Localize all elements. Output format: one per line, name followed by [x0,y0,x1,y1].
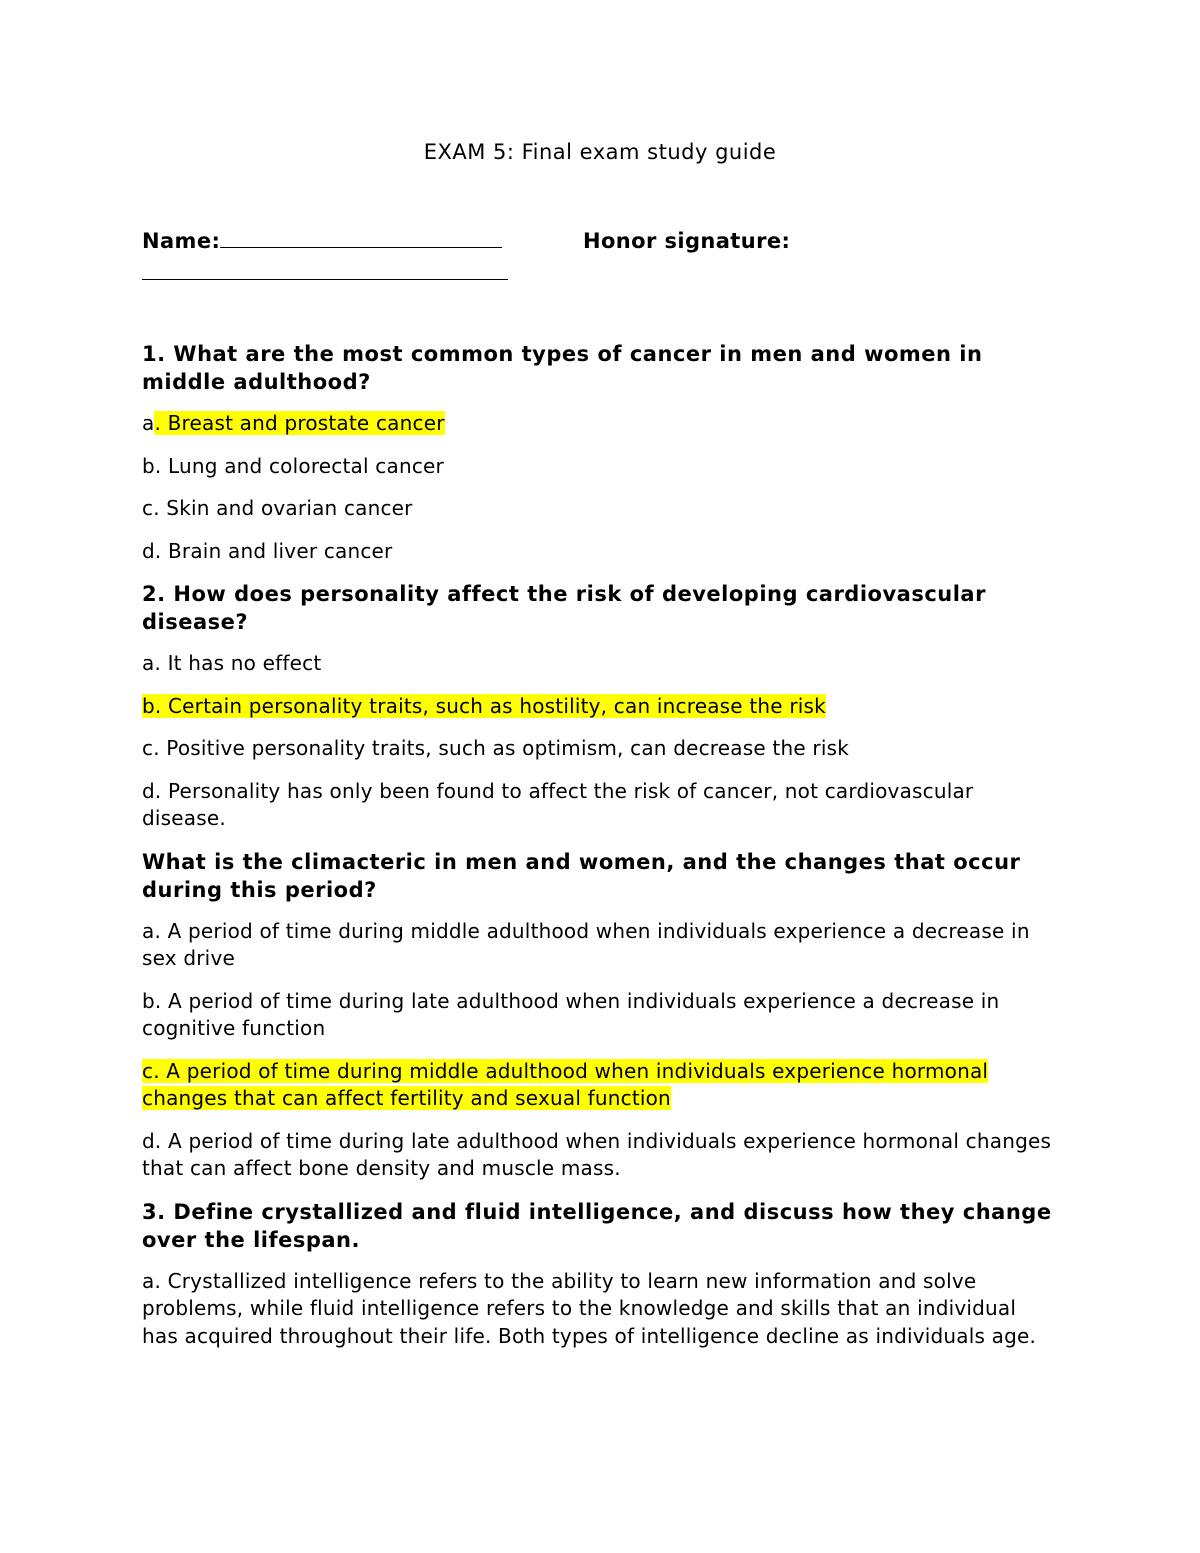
climacteric-option-a: a. A period of time during middle adulthood when individuals experience a decrease in sex drive [142,918,1030,970]
question-block-1 [142,340,1057,565]
q2-option-b [142,693,1057,721]
q1-option-c: c. Skin and ovarian cancer [142,496,413,520]
honor-signature-field [583,229,790,253]
climacteric-option-c [142,1058,1057,1113]
q1-option-b: b. Lung and colorectal cancer [142,453,444,478]
question-block-2 [142,580,1057,833]
page-title: EXAM 5: Final exam study guide [423,140,777,164]
name-blank-line [220,229,502,248]
q1-option-a-prefix: a [142,411,155,435]
q2-option-d: d. Personality has only been found to affect the risk of cancer, not cardiovascular disease. [142,778,974,830]
q3-option-a: a. Crystallized intelligence refers to the ability to learn new information and solve problems, while fluid intelligence refers to the knowledge and skills that an individual has acquired throughout their life. Both types of intelligence decline as individuals age. [142,1268,1037,1348]
question-block-3 [142,1198,1057,1351]
honor-signature-label: Honor signature: [583,229,791,253]
q2-option-b-highlighted: b. Certain personality traits, such as hostility, can increase the risk [142,693,826,718]
question-3: 3. Define crystallized and fluid intelligence, and discuss how they change over the lifespan. [142,1199,1052,1252]
name-label: Name: [142,229,221,253]
q1-option-a [142,410,1057,438]
question-climacteric: What is the climacteric in men and women, and the changes that occur during this period? [142,849,1021,902]
questions-section [142,340,1057,1365]
question-2: 2. How does personality affect the risk of developing cardiovascular disease? [142,582,986,634]
question-block-climacteric [142,848,1057,1183]
name-field [142,229,502,253]
climacteric-option-d: d. A period of time during late adulthood when individuals experience hormonal changes that can affect bone density and muscle mass. [142,1128,1052,1180]
q1-option-a-highlighted: . Breast and prostate cancer [154,411,445,435]
question-1: 1. What are the most common types of cancer in men and women in middle adulthood? [142,342,983,394]
honor-signature-blank-line [142,279,508,280]
climacteric-option-c-highlighted: c. A period of time during middle adulthood when individuals experience hormonal changes that can affect fertility and sexual function [142,1058,989,1110]
q1-option-d: d. Brain and liver cancer [142,538,393,563]
climacteric-option-b: b. A period of time during late adulthood when individuals experience a decrease in cognitive function [142,988,1000,1040]
q2-option-c: c. Positive personality traits, such as optimism, can decrease the risk [142,736,849,760]
q2-option-a: a. It has no effect [142,651,322,675]
